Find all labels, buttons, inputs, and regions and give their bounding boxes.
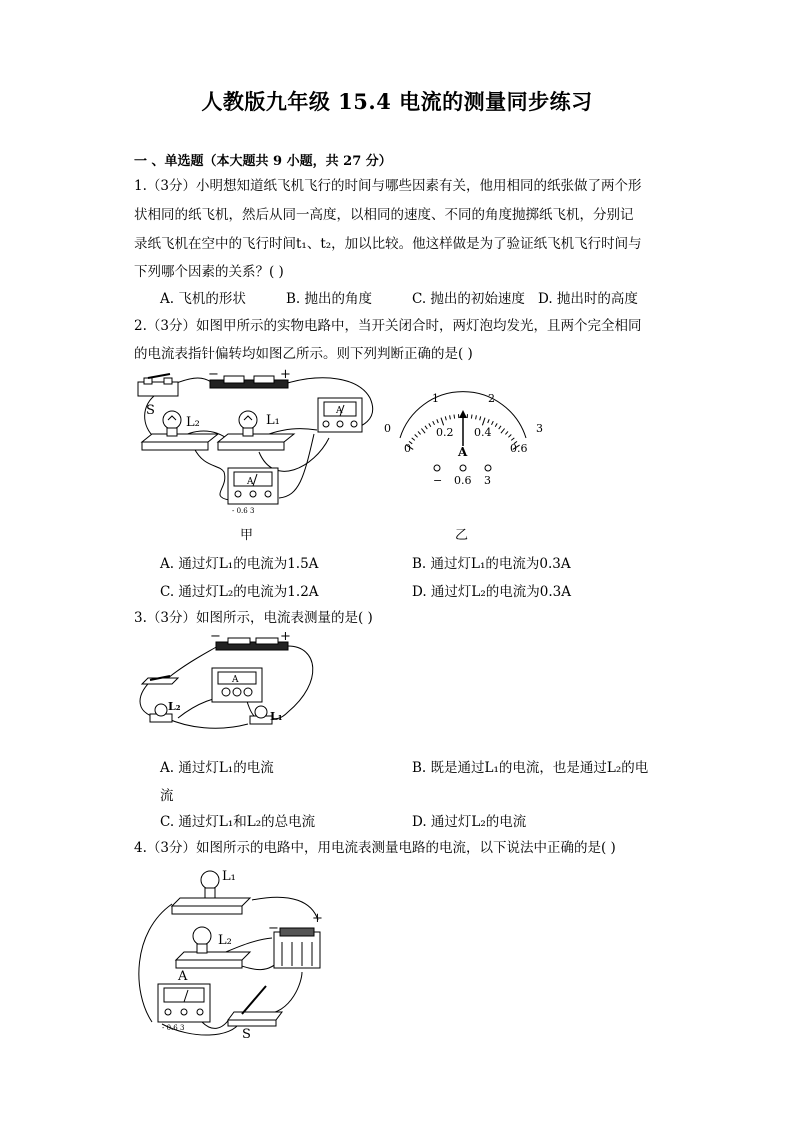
dial-inner-04: 0.4 [474,426,492,439]
dial-tick [480,416,481,420]
dial-tick [495,423,497,426]
q1-option-b[interactable]: B. 抛出的角度 [286,291,373,307]
dial-outer-1: 1 [432,392,439,405]
q3-line-1: 3.（3分）如图所示，电流表测量的是( ) [134,610,373,626]
q1-line-1: 1.（3分）小明想知道纸飞机飞行的时间与哪些因素有关，他用相同的纸张做了两个形 [134,178,642,194]
lamp-l2-icon [176,927,250,968]
dial-tick [454,415,455,419]
switch-icon [228,986,282,1026]
q1-line-4: 下列哪个因素的关系？( ) [134,264,284,280]
battery-icon [216,638,288,650]
dial-tick [412,438,415,441]
dial-tick [492,421,494,425]
dial-tick [508,435,511,438]
q1-option-d[interactable]: D. 抛出时的高度 [538,291,638,307]
q3-option-d[interactable]: D. 通过灯L₂的电流 [412,814,527,830]
dial-tick [511,438,514,441]
dial-tick [450,415,451,419]
dial-tick [471,415,472,419]
battery-positive: + [312,911,323,926]
ammeter-icon [212,668,262,702]
battery-positive: + [280,632,291,644]
terminal-negative: − [433,474,443,487]
q3-option-a[interactable]: A. 通过灯L₁的电流 [160,760,274,776]
battery-negative: − [268,921,279,936]
dial-tick [488,419,490,423]
q3-option-b[interactable]: B. 既是通过L₁的电流，也是通过L₂的电 [412,760,649,776]
dial-tick [421,429,425,434]
label-a: A [178,969,188,984]
dial-outer-0: 0 [384,422,391,435]
svg-text:A: A [247,477,254,487]
dial-tick [505,431,508,434]
dial-tick [433,421,435,425]
dial-tick [501,429,505,434]
q1-option-a[interactable]: A. 飞机的形状 [160,291,246,307]
dial-tick [429,423,431,426]
battery-positive: + [280,368,291,382]
page-title: 人教版九年级 15.4 电流的测量同步练习 [201,89,593,114]
label-s: S [146,403,155,418]
label-s: S [242,1027,251,1040]
battery-icon [210,376,288,388]
dial-tick [418,431,421,434]
dial-inner-02: 0.2 [436,426,454,439]
q3-option-c[interactable]: C. 通过灯L₁和L₂的总电流 [160,814,316,830]
q1-line-2: 状相同的纸飞机，然后从同一高度，以相同的速度、不同的角度抛掷纸飞机，分别记 [134,207,634,223]
dial-outer-2: 2 [488,392,495,405]
svg-text:- 0.6 3: - 0.6 3 [232,507,255,515]
q1-option-c[interactable]: C. 抛出的初始速度 [412,291,525,307]
q3-circuit-figure [128,632,328,734]
dial-unit: A [458,445,468,459]
q2-ammeter-dial-yi [378,386,548,490]
svg-text:A: A [232,675,239,685]
dial-tick [445,416,446,420]
q2-line-1: 2.（3分）如图甲所示的实物电路中，当开关闭合时，两灯泡均发光，且两个完全相同 [134,318,642,334]
q4-line-1: 4.（3分）如图所示的电路中，用电流表测量电路的电流，以下说法中正确的是( ) [134,840,616,856]
battery-negative: − [210,632,221,644]
label-l1: L₁ [270,710,283,723]
q2-line-2: 的电流表指针偏转均如图乙所示。则下列判断正确的是( ) [134,346,473,362]
label-l2: L₂ [168,700,181,713]
label-l1: L₁ [266,413,280,428]
q2-option-a[interactable]: A. 通过灯L₁的电流为1.5A [160,556,319,572]
q2-option-b[interactable]: B. 通过灯L₁的电流为0.3A [412,556,571,572]
dial-tick [476,415,477,419]
label-l2: L₂ [218,933,232,948]
dial-tick [441,418,444,426]
section-heading: 一 、单选题（本大题共 9 小题，共 27 分） [134,154,392,169]
lamp-l1-icon [172,871,250,914]
dial-tick [482,418,485,426]
terminal-3: 3 [484,474,491,487]
dial-inner-06: 0.6 [510,442,528,455]
q1-line-3: 录纸飞机在空中的飞行时间t₁、t₂，加以比较。他这样做是为了验证纸飞机飞行时间与 [134,236,642,252]
label-l1: L₁ [222,869,236,884]
switch-icon [142,676,178,684]
label-l2: L₂ [186,415,200,430]
q2-option-d[interactable]: D. 通过灯L₂的电流为0.3A [412,584,572,600]
terminal-06: 0.6 [454,474,472,487]
q2-option-c[interactable]: C. 通过灯L₂的电流为1.2A [160,584,319,600]
fig-caption-jia: 甲 [240,528,254,543]
fig-caption-yi: 乙 [455,528,469,543]
battery-icon [274,928,320,968]
dial-outer-3: 3 [536,422,543,435]
q3-option-b-continued: 流 [160,788,174,804]
q4-circuit-figure [132,862,332,1040]
switch-icon [138,374,178,396]
ammeter-icon [158,984,210,1022]
svg-text:A: A [336,406,343,416]
dial-tick [425,426,427,429]
dial-tick [437,419,439,423]
dial-tick [499,426,501,429]
battery-negative: − [208,368,219,382]
q2-circuit-figure-jia [134,368,384,516]
dial-tick [415,435,418,438]
svg-text:- 0.6 3: - 0.6 3 [162,1024,185,1032]
dial-inner-0: 0 [404,442,411,455]
